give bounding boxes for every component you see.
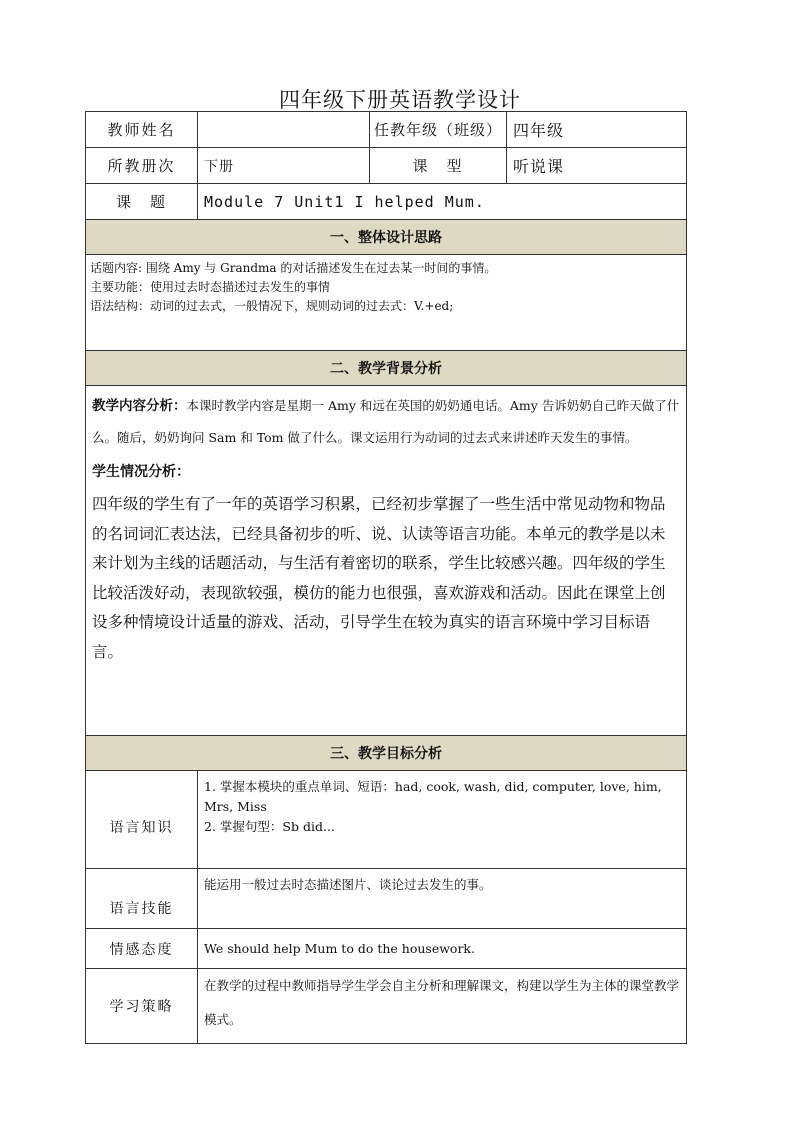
book-label: 所教册次 [86, 148, 198, 184]
goal-value [198, 869, 687, 929]
goal-value [198, 929, 687, 969]
goal-line: 1. 掌握本模块的重点单词、短语：had, cook, wash, did, computer, love, him, Mrs, Miss [204, 779, 662, 814]
row-topic [86, 184, 687, 220]
goal-label: 语言知识 [86, 771, 198, 869]
goal-line: We should help Mum to do the housework. [204, 940, 475, 956]
section1-heading: 一、整体设计思路 [86, 220, 687, 255]
grade-value: 四年级 [507, 112, 687, 148]
section2-heading-row [86, 351, 687, 386]
goal-line: 2. 掌握句型：Sb did... [204, 819, 335, 834]
section2-body-row [86, 386, 687, 736]
goal-label: 语言技能 [86, 869, 198, 929]
book-value: 下册 [198, 148, 370, 184]
section1-line: 语法结构：动词的过去式，一般情况下，规则动词的过去式：V.+ed; [90, 299, 454, 313]
lesson-plan-table [85, 111, 687, 1044]
teacher-label: 教师姓名 [86, 112, 198, 148]
section1-body-row [86, 255, 687, 351]
content-analysis-label: 教学内容分析： [92, 398, 187, 414]
section1-line: 主要功能：使用过去时态描述过去发生的事情 [90, 280, 331, 294]
grade-label: 任教年级（班级） [370, 112, 507, 148]
student-analysis-text: 四年级的学生有了一年的英语学习积累，已经初步掌握了一些生活中常见动物和物品的名词词汇表达法，已经具备初步的听、说、认读等语言功能。本单元的教学是以未来计划为主线的话题活动，与生活有着密切的联系，学生比较感兴趣。四年级的学生比较活泼好动，表现欲较强，模仿的能力也很强，喜欢游戏和活动。因此在课堂上创设多种情境设计适量的游戏、活动，引导学生在较为真实的语言环境中学习目标语言。 [92, 495, 666, 661]
teacher-value [198, 112, 370, 148]
goal-label: 学习策略 [86, 969, 198, 1044]
topic-value: Module 7 Unit1 I helped Mum. [198, 184, 687, 220]
topic-label: 课 题 [86, 184, 198, 220]
goal-row-strategy [86, 969, 687, 1044]
goal-label: 情感态度 [86, 929, 198, 969]
row-book [86, 148, 687, 184]
section2-body [86, 386, 687, 736]
type-value: 听说课 [507, 148, 687, 184]
row-teacher [86, 112, 687, 148]
content-analysis-text: 本课时教学内容是星期一 Amy 和远在英国的奶奶通电话。Amy 告诉奶奶自己昨天做了什么。随后，奶奶询问 Sam 和 Tom 做了什么。课文运用行为动词的过去式来讲述昨天发生的事情。 [92, 398, 680, 445]
type-label: 课 型 [370, 148, 507, 184]
section3-heading-row [86, 736, 687, 771]
goal-row-skills [86, 869, 687, 929]
section1-heading-row [86, 220, 687, 255]
goal-value [198, 969, 687, 1044]
goal-row-knowledge [86, 771, 687, 869]
page-title: 四年级下册英语教学设计 [279, 88, 521, 112]
section1-line: 话题内容: 围绕 Amy 与 Grandma 的对话描述发生在过去某一时间的事情。 [90, 261, 497, 275]
student-analysis-label: 学生情况分析： [92, 464, 190, 480]
goal-row-attitude [86, 929, 687, 969]
section2-heading: 二、教学背景分析 [86, 351, 687, 386]
goal-line: 能运用一般过去时态描述图片、谈论过去发生的事。 [204, 877, 492, 892]
section3-heading: 三、教学目标分析 [86, 736, 687, 771]
goal-line: 在教学的过程中教师指导学生学会自主分析和理解课文，构建以学生为主体的课堂教学模式。 [204, 978, 680, 1027]
goal-value [198, 771, 687, 869]
section1-body [86, 255, 687, 351]
